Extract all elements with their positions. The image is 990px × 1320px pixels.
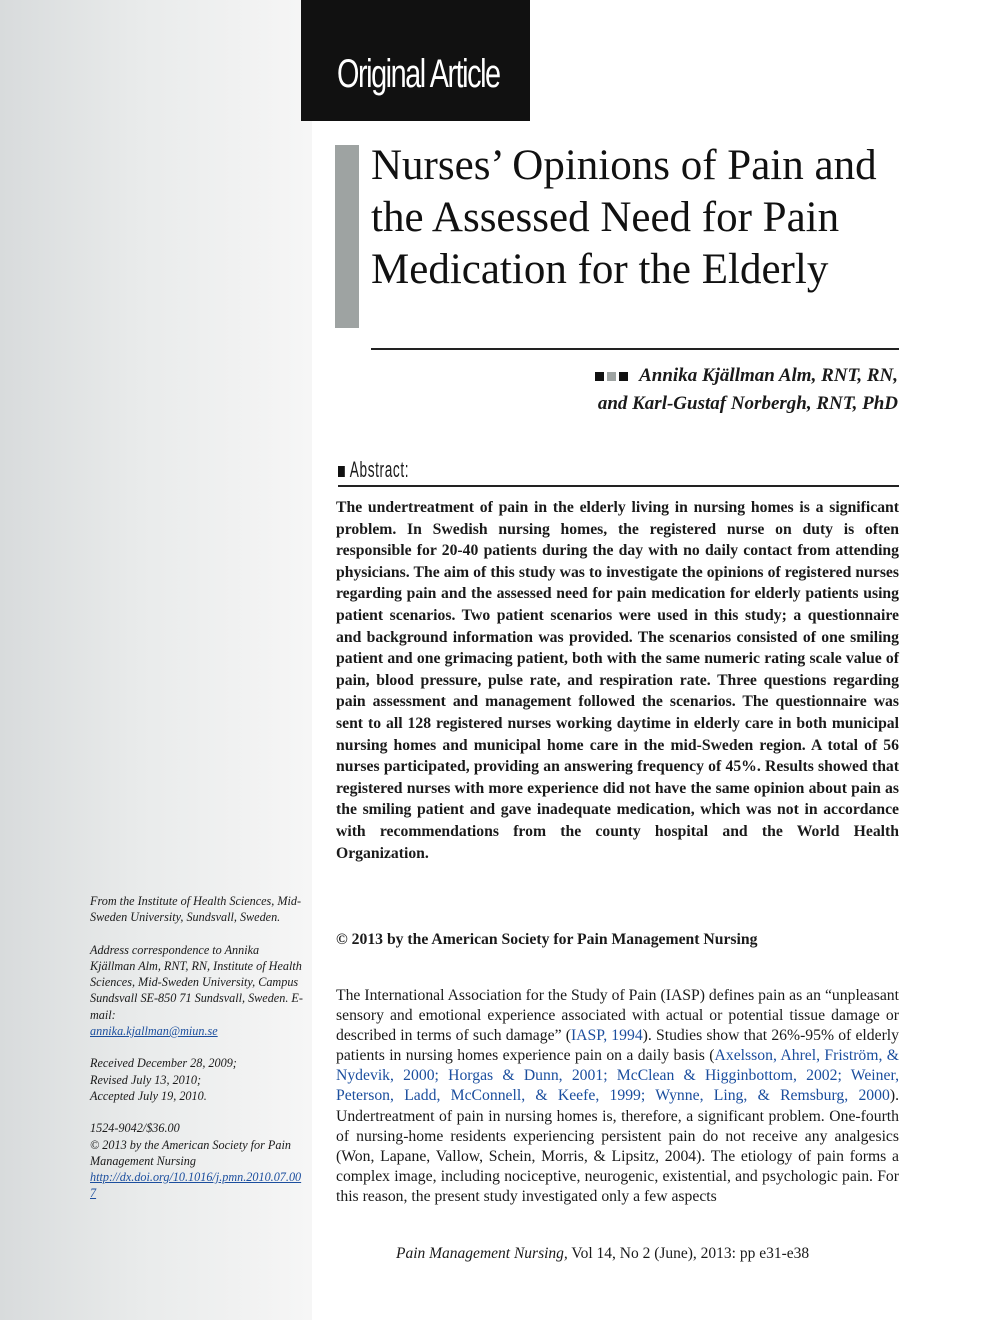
correspondence-note: [90, 942, 305, 1040]
marker-square-3: [619, 372, 628, 381]
abstract-text: The undertreatment of pain in the elderly living in nursing homes is a significant problem. In Swedish nursing homes, the registered nurse on duty is often responsible for 20-40 patients during the day with no daily contact from attending physicians. The aim of this study was to investigate the opinions of registered nurses regarding pain and the assessed need for pain medication for elderly patients using patient scenarios. Two patient scenarios were used in this study; a questionnaire and background information was provided. The scenarios consisted of one smiling patient and one grimacing patient, both with the same numeric rating scale value of pain, blood pressure, pulse rate, and respiration rate. Three questions regarding pain assessment and management followed the scenarios. The questionnaire was sent to all 128 registered nurses working daytime in elderly care in both municipal nursing homes and municipal home care in the mid-Sweden region. A total of 56 nurses participated, providing an answering frequency of 45%. Results showed that registered nurses with more experience did not have the same opinion about pain as the smiling patient and gave inadequate medication, which was not in accordance with recommendations from the county hospital and the World Health Organization.: [336, 499, 899, 862]
body-paragraph: [336, 986, 899, 1207]
abstract-heading: [338, 457, 409, 483]
email-link[interactable]: annika.kjallman@miun.se: [90, 1024, 218, 1039]
article-title: Nurses’ Opinions of Pain and the Assessed Need for Pain Medication for the Elderly: [371, 142, 877, 293]
abstract-copyright: © 2013 by the American Society for Pain Management Nursing: [336, 931, 758, 948]
title-accent-bar: [335, 145, 359, 328]
author-list: [378, 362, 898, 418]
abstract-square-icon: [338, 466, 345, 477]
author-line-1: Annika Kjällman Alm, RNT, RN,: [639, 365, 898, 386]
dates-note: [90, 1055, 305, 1104]
sidebar-copyright: © 2013 by the American Society for Pain Management Nursing: [90, 1137, 291, 1168]
page-footer: [396, 1245, 856, 1263]
article-type-label: Original Article: [337, 52, 500, 96]
publication-note: [90, 1120, 305, 1201]
citation-link-iasp[interactable]: IASP, 1994: [570, 1027, 643, 1045]
abstract-divider: [338, 485, 899, 487]
sidebar-notes: [90, 893, 305, 1218]
article-type-banner: [301, 0, 530, 121]
author-marker-icon: [595, 362, 631, 390]
affiliation-note: From the Institute of Health Sciences, Mid-Sweden University, Sundsvall, Sweden.: [90, 894, 302, 925]
title-divider: [371, 348, 899, 350]
footer-citation: Vol 14, No 2 (June), 2013: pp e31-e38: [567, 1245, 810, 1262]
body-text-3: ). Undertreatment of pain in nursing homes is, therefore, a significant problem. One-fourth of nursing-home residents experiencing persistent pain do not receive any analgesics (Won, Lapane, Vallow, Schein, Morris, & Lipsitz, 2004). The etiology of pain forms a complex image, including nociceptive, neurogenic, existential, and psychologic pain. For this reason, the present study investigated only a few aspects: [336, 1087, 899, 1205]
issn-text: 1524-9042/$36.00: [90, 1121, 180, 1136]
marker-square-1: [595, 372, 604, 381]
abstract-heading-label: Abstract:: [349, 457, 410, 482]
doi-link[interactable]: http://dx.doi.org/10.1016/j.pmn.2010.07.007: [90, 1170, 302, 1201]
body-text-2: ). Studies show that 26%-95% of elderly patients in nursing homes experience pain on a daily basis (: [336, 1027, 899, 1065]
body-text-1: The International Association for the Study of Pain (IASP) defines pain as an “unpleasant sensory and emotional experience associated with actual or potential tissue damage or described in terms of such damage” (: [336, 987, 899, 1045]
footer-journal: Pain Management Nursing,: [396, 1245, 568, 1262]
received-date: Received December 28, 2009;: [90, 1056, 237, 1071]
author-line-2: and Karl-Gustaf Norbergh, RNT, PhD: [597, 393, 898, 414]
revised-date: Revised July 13, 2010;: [90, 1072, 202, 1087]
accepted-date: Accepted July 19, 2010.: [90, 1088, 207, 1103]
correspondence-text: Address correspondence to Annika Kjällman Alm, RNT, RN, Institute of Health Sciences, Mid-Sweden University, Campus Sundsvall SE-850 71 Sundsvall, Sweden. E-mail:: [90, 942, 303, 1022]
citation-link-group[interactable]: Axelsson, Ahrel, Friström, & Nydevik, 2000; Horgas & Dunn, 2001; McClean & Higginbottom, 2002; Weiner, Peterson, Ladd, McConnell, & Keefe, 1999; Wynne, Ling, & Remsburg, 2000: [336, 1047, 899, 1105]
marker-square-2: [607, 372, 616, 381]
